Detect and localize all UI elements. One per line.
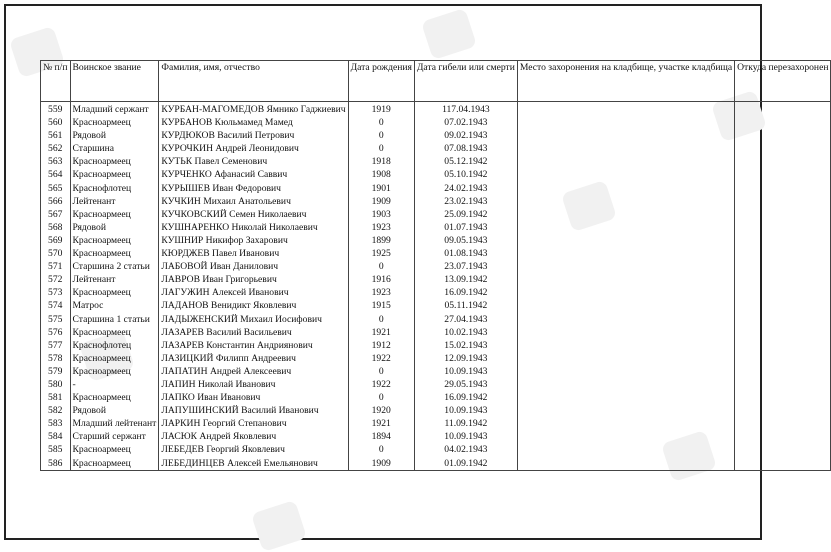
cell-burial-place [517,142,734,155]
cell-num: 565 [41,182,71,195]
cell-death: 15.02.1943 [414,339,517,352]
cell-rank: Старшина 2 статьи [70,260,159,273]
cell-name: КУРБАНОВ Кюльмамед Мамед [159,116,348,129]
cell-name: КУЧКОВСКИЙ Семен Николаевич [159,208,348,221]
watermark-emblem [421,8,477,60]
cell-birth: 0 [348,365,414,378]
cell-name: ЛАДАНОВ Венидикт Яковлевич [159,299,348,312]
burial-register-table [40,60,831,471]
cell-burial-place [517,339,734,352]
cell-birth: 1909 [348,457,414,471]
table-row [41,457,831,471]
cell-rank: Старшина [70,142,159,155]
cell-reburied-from [735,365,831,378]
table-row [41,339,831,352]
cell-death: 29.05.1943 [414,378,517,391]
cell-death: 10.09.1943 [414,430,517,443]
cell-reburied-from [735,352,831,365]
table-body [41,102,831,471]
cell-burial-place [517,286,734,299]
cell-name: КУРЫШЕВ Иван Федорович [159,182,348,195]
table-row [41,260,831,273]
cell-num: 559 [41,102,71,117]
cell-reburied-from [735,457,831,471]
cell-rank: Красноармеец [70,457,159,471]
table-row [41,443,831,456]
cell-death: 05.12.1942 [414,155,517,168]
cell-burial-place [517,168,734,181]
cell-burial-place [517,129,734,142]
cell-burial-place [517,234,734,247]
cell-reburied-from [735,326,831,339]
cell-name: ЛАЗАРЕВ Константин Андриянович [159,339,348,352]
header-death: Дата гибели или смерти [414,61,517,102]
cell-num: 583 [41,417,71,430]
cell-birth: 1921 [348,326,414,339]
cell-num: 572 [41,273,71,286]
cell-burial-place [517,221,734,234]
cell-birth: 1915 [348,299,414,312]
table-row [41,313,831,326]
cell-num: 582 [41,404,71,417]
cell-burial-place [517,365,734,378]
cell-death: 01.08.1943 [414,247,517,260]
cell-death: 05.11.1942 [414,299,517,312]
cell-name: ЛАПАТИН Андрей Алексеевич [159,365,348,378]
cell-reburied-from [735,168,831,181]
cell-reburied-from [735,221,831,234]
cell-death: 12.09.1943 [414,352,517,365]
cell-death: 05.10.1942 [414,168,517,181]
table-row [41,155,831,168]
cell-death: 13.09.1942 [414,273,517,286]
cell-num: 576 [41,326,71,339]
table-row [41,208,831,221]
cell-death: 09.05.1943 [414,234,517,247]
cell-num: 561 [41,129,71,142]
table-row [41,417,831,430]
cell-birth: 1922 [348,352,414,365]
cell-burial-place [517,378,734,391]
cell-death: 11.09.1942 [414,417,517,430]
cell-name: КУШНАРЕНКО Николай Николаевич [159,221,348,234]
cell-name: КУРЧЕНКО Афанасий Саввич [159,168,348,181]
header-reburied-from: Откуда перезахоронен [735,61,831,102]
cell-rank: Красноармеец [70,443,159,456]
table-row [41,352,831,365]
cell-num: 573 [41,286,71,299]
cell-num: 577 [41,339,71,352]
cell-reburied-from [735,129,831,142]
cell-name: КУРБАН-МАГОМЕДОВ Ямнико Гаджиевич [159,102,348,117]
cell-rank: Рядовой [70,404,159,417]
cell-num: 562 [41,142,71,155]
cell-reburied-from [735,417,831,430]
table-row [41,391,831,404]
cell-birth: 1923 [348,286,414,299]
cell-name: ЛАРКИН Георгий Степанович [159,417,348,430]
cell-rank: - [70,378,159,391]
cell-name: ЛАЗИЦКИЙ Филипп Андреевич [159,352,348,365]
cell-burial-place [517,182,734,195]
cell-birth: 0 [348,142,414,155]
cell-birth: 1918 [348,155,414,168]
cell-death: 16.09.1942 [414,286,517,299]
cell-name: ЛАДЫЖЕНСКИЙ Михаил Иосифович [159,313,348,326]
cell-reburied-from [735,102,831,117]
cell-rank: Красноармеец [70,365,159,378]
cell-burial-place [517,443,734,456]
table-row [41,234,831,247]
cell-death: 07.02.1943 [414,116,517,129]
cell-birth: 1921 [348,417,414,430]
cell-burial-place [517,102,734,117]
cell-birth: 1923 [348,221,414,234]
table-row [41,129,831,142]
cell-rank: Красноармеец [70,208,159,221]
cell-burial-place [517,273,734,286]
cell-birth: 1925 [348,247,414,260]
cell-burial-place [517,404,734,417]
cell-birth: 1894 [348,430,414,443]
table-header-row [41,61,831,102]
cell-burial-place [517,326,734,339]
cell-reburied-from [735,299,831,312]
cell-num: 584 [41,430,71,443]
header-name: Фамилия, имя, отчество [159,61,348,102]
header-rank: Воинское звание [70,61,159,102]
table-row [41,404,831,417]
cell-rank: Красноармеец [70,116,159,129]
cell-birth: 1908 [348,168,414,181]
cell-name: ЛАЗАРЕВ Василий Васильевич [159,326,348,339]
cell-burial-place [517,457,734,471]
cell-rank: Краснофлотец [70,182,159,195]
cell-reburied-from [735,378,831,391]
cell-name: ЛАСЮК Андрей Яковлевич [159,430,348,443]
cell-burial-place [517,195,734,208]
cell-burial-place [517,352,734,365]
cell-num: 564 [41,168,71,181]
cell-num: 566 [41,195,71,208]
cell-rank: Красноармеец [70,326,159,339]
cell-num: 581 [41,391,71,404]
watermark-emblem [251,500,307,552]
cell-reburied-from [735,247,831,260]
cell-name: КЮРДЖЕВ Павел Иванович [159,247,348,260]
cell-num: 563 [41,155,71,168]
cell-name: ЛЕБЕДИНЦЕВ Алексей Емельянович [159,457,348,471]
cell-rank: Младший сержант [70,102,159,117]
cell-name: ЛАПКО Иван Иванович [159,391,348,404]
cell-name: КУТЬК Павел Семенович [159,155,348,168]
cell-num: 578 [41,352,71,365]
cell-rank: Краснофлотец [70,339,159,352]
table-row [41,247,831,260]
cell-death: 117.04.1943 [414,102,517,117]
cell-burial-place [517,208,734,221]
cell-death: 10.09.1943 [414,365,517,378]
table-row [41,365,831,378]
cell-death: 23.02.1943 [414,195,517,208]
cell-birth: 0 [348,391,414,404]
cell-rank: Красноармеец [70,247,159,260]
cell-reburied-from [735,430,831,443]
cell-name: ЛАПУШИНСКИЙ Василий Иванович [159,404,348,417]
cell-num: 575 [41,313,71,326]
cell-reburied-from [735,234,831,247]
cell-rank: Красноармеец [70,391,159,404]
cell-reburied-from [735,260,831,273]
cell-reburied-from [735,339,831,352]
cell-num: 585 [41,443,71,456]
table-row [41,182,831,195]
table-row [41,299,831,312]
cell-burial-place [517,430,734,443]
cell-burial-place [517,299,734,312]
cell-birth: 1909 [348,195,414,208]
cell-reburied-from [735,286,831,299]
cell-birth: 0 [348,260,414,273]
cell-burial-place [517,260,734,273]
cell-birth: 1899 [348,234,414,247]
cell-death: 25.09.1942 [414,208,517,221]
cell-birth: 0 [348,313,414,326]
cell-reburied-from [735,182,831,195]
cell-num: 580 [41,378,71,391]
header-burial-place: Место захоронения на кладбище, участке кладбища [517,61,734,102]
table-row [41,221,831,234]
cell-burial-place [517,391,734,404]
table-row [41,102,831,117]
cell-name: ЛАБОВОЙ Иван Данилович [159,260,348,273]
cell-death: 24.02.1943 [414,182,517,195]
cell-rank: Старшина 1 статьи [70,313,159,326]
cell-death: 07.08.1943 [414,142,517,155]
cell-death: 10.09.1943 [414,404,517,417]
header-birth: Дата рождения [348,61,414,102]
cell-rank: Рядовой [70,129,159,142]
table-row [41,195,831,208]
cell-reburied-from [735,155,831,168]
cell-name: ЛАВРОВ Иван Григорьевич [159,273,348,286]
cell-rank: Красноармеец [70,234,159,247]
cell-rank: Старший сержант [70,430,159,443]
cell-rank: Рядовой [70,221,159,234]
table-row [41,116,831,129]
cell-name: ЛЕБЕДЕВ Георгий Яковлевич [159,443,348,456]
cell-name: КУРОЧКИН Андрей Леонидович [159,142,348,155]
cell-reburied-from [735,273,831,286]
cell-reburied-from [735,116,831,129]
cell-num: 571 [41,260,71,273]
cell-death: 23.07.1943 [414,260,517,273]
cell-reburied-from [735,313,831,326]
cell-death: 09.02.1943 [414,129,517,142]
cell-reburied-from [735,443,831,456]
cell-reburied-from [735,391,831,404]
cell-rank: Красноармеец [70,155,159,168]
table-row [41,286,831,299]
table-row [41,273,831,286]
cell-birth: 1901 [348,182,414,195]
cell-death: 01.09.1942 [414,457,517,471]
cell-birth: 1922 [348,378,414,391]
cell-birth: 1903 [348,208,414,221]
cell-burial-place [517,116,734,129]
cell-reburied-from [735,208,831,221]
table-row [41,326,831,339]
cell-name: КУЧКИН Михаил Анатольевич [159,195,348,208]
cell-birth: 1920 [348,404,414,417]
cell-rank: Красноармеец [70,168,159,181]
cell-num: 569 [41,234,71,247]
cell-burial-place [517,417,734,430]
cell-reburied-from [735,142,831,155]
cell-name: ЛАГУЖИН Алексей Иванович [159,286,348,299]
cell-num: 574 [41,299,71,312]
cell-death: 27.04.1943 [414,313,517,326]
cell-name: КУШНИР Никифор Захарович [159,234,348,247]
cell-death: 16.09.1942 [414,391,517,404]
cell-name: ЛАПИН Николай Иванович [159,378,348,391]
cell-num: 586 [41,457,71,471]
cell-rank: Красноармеец [70,286,159,299]
cell-rank: Красноармеец [70,352,159,365]
table-row [41,142,831,155]
cell-burial-place [517,313,734,326]
cell-num: 579 [41,365,71,378]
cell-reburied-from [735,195,831,208]
cell-num: 568 [41,221,71,234]
table-row [41,168,831,181]
cell-num: 560 [41,116,71,129]
cell-name: КУРДЮКОВ Василий Петрович [159,129,348,142]
cell-rank: Лейтенант [70,195,159,208]
cell-death: 01.07.1943 [414,221,517,234]
cell-rank: Младший лейтенант [70,417,159,430]
cell-death: 10.02.1943 [414,326,517,339]
table-row [41,430,831,443]
cell-death: 04.02.1943 [414,443,517,456]
cell-birth: 1916 [348,273,414,286]
header-num: № п/п [41,61,71,102]
table-row [41,378,831,391]
cell-burial-place [517,247,734,260]
cell-birth: 0 [348,116,414,129]
cell-burial-place [517,155,734,168]
cell-rank: Лейтенант [70,273,159,286]
cell-birth: 1912 [348,339,414,352]
cell-num: 570 [41,247,71,260]
cell-birth: 0 [348,443,414,456]
cell-birth: 0 [348,129,414,142]
cell-birth: 1919 [348,102,414,117]
cell-rank: Матрос [70,299,159,312]
cell-reburied-from [735,404,831,417]
cell-num: 567 [41,208,71,221]
